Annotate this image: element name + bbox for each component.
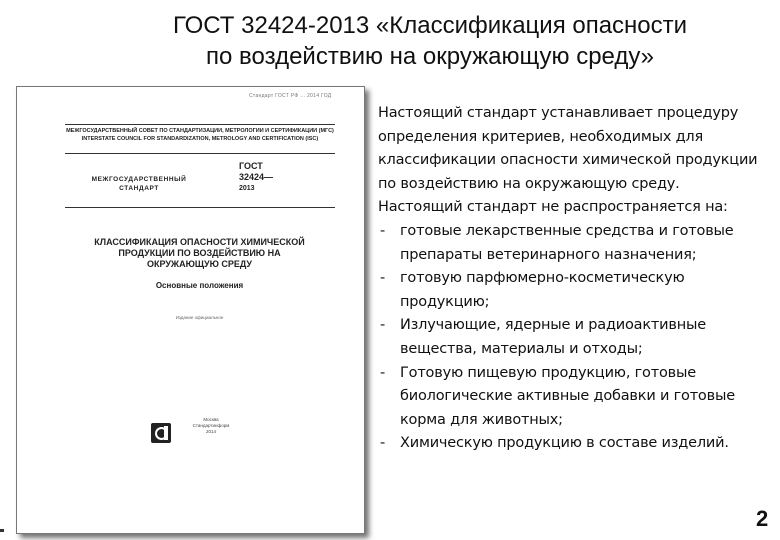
scope-heading: Настоящий стандарт не распространяется на: bbox=[378, 199, 728, 216]
document-rule-bottom bbox=[65, 153, 335, 154]
document-gost-line-1: ГОСТ bbox=[239, 161, 263, 171]
list-item: - Излучающие, ядерные и радиоактивные вещества, материалы и отходы; bbox=[378, 314, 778, 361]
document-title-line-2: ПРОДУКЦИИ ПО ВОЗДЕЙСТВИЮ НА bbox=[118, 248, 281, 258]
slide-title-line-1: ГОСТ 32424-2013 «Классификация опасности bbox=[172, 12, 688, 39]
list-item: - Химическую продукцию в составе изделий. bbox=[378, 432, 778, 456]
document-title-line-3: ОКРУЖАЮЩУЮ СРЕДУ bbox=[146, 259, 253, 269]
document-rule-middle bbox=[65, 207, 335, 208]
document-interstate-label bbox=[69, 175, 209, 193]
document-gost-year: 2013 bbox=[239, 185, 255, 192]
page-number: 2 bbox=[756, 506, 769, 531]
document-edition: Издание официальное bbox=[175, 315, 224, 320]
document-council bbox=[65, 127, 335, 143]
document-subtitle: Основные положения bbox=[155, 281, 244, 290]
document-gost-line-2: 32424— bbox=[239, 172, 274, 182]
standartinform-logo-icon bbox=[151, 423, 171, 443]
document-council-en: INTERSTATE COUNCIL FOR STANDARDIZATION, METROLOGY AND CERTIFICATION (ISC) bbox=[81, 136, 319, 142]
intro-paragraph: Настоящий стандарт устанавливает процедуру определения критериев, необходимых для классификации опасности химической продукции по воздействию на окружающую среду. bbox=[378, 105, 758, 192]
standard-description bbox=[378, 102, 778, 456]
document-gost-number bbox=[239, 161, 273, 194]
corner-mark bbox=[0, 529, 4, 532]
document-publisher bbox=[181, 417, 241, 435]
list-item: - Готовую пищевую продукцию, готовые биологические активные добавки и готовые корма для животных; bbox=[378, 362, 778, 433]
slide-title bbox=[110, 10, 750, 72]
document-publisher-line-2: Стандартинформ bbox=[192, 423, 230, 428]
document-title-line-1: КЛАССИФИКАЦИЯ ОПАСНОСТИ ХИМИЧЕСКОЙ bbox=[94, 237, 305, 247]
document-interstate-line-2: СТАНДАРТ bbox=[119, 185, 159, 192]
document-interstate-line-1: МЕЖГОСУДАРСТВЕННЫЙ bbox=[91, 176, 187, 183]
exclusion-list bbox=[378, 220, 778, 456]
document-publisher-line-3: 2014 bbox=[205, 429, 216, 434]
list-item: - готовые лекарственные средства и готовые препараты ветеринарного назначения; bbox=[378, 220, 778, 267]
document-publisher-line-1: Москва bbox=[203, 417, 219, 422]
document-main-title bbox=[57, 237, 342, 270]
document-cover-image bbox=[16, 86, 365, 534]
document-council-ru: МЕЖГОСУДАРСТВЕННЫЙ СОВЕТ ПО СТАНДАРТИЗАЦИИ, МЕТРОЛОГИИ И СЕРТИФИКАЦИИ (МГС) bbox=[66, 128, 334, 134]
document-rule-top bbox=[65, 124, 335, 125]
document-stamp: Стандарт ГОСТ РФ ... 2014 ГОД bbox=[249, 93, 332, 99]
slide-title-line-2: по воздействию на окружающую среду» bbox=[206, 43, 654, 70]
list-item: - готовую парфюмерно-косметическую продукцию; bbox=[378, 267, 778, 314]
